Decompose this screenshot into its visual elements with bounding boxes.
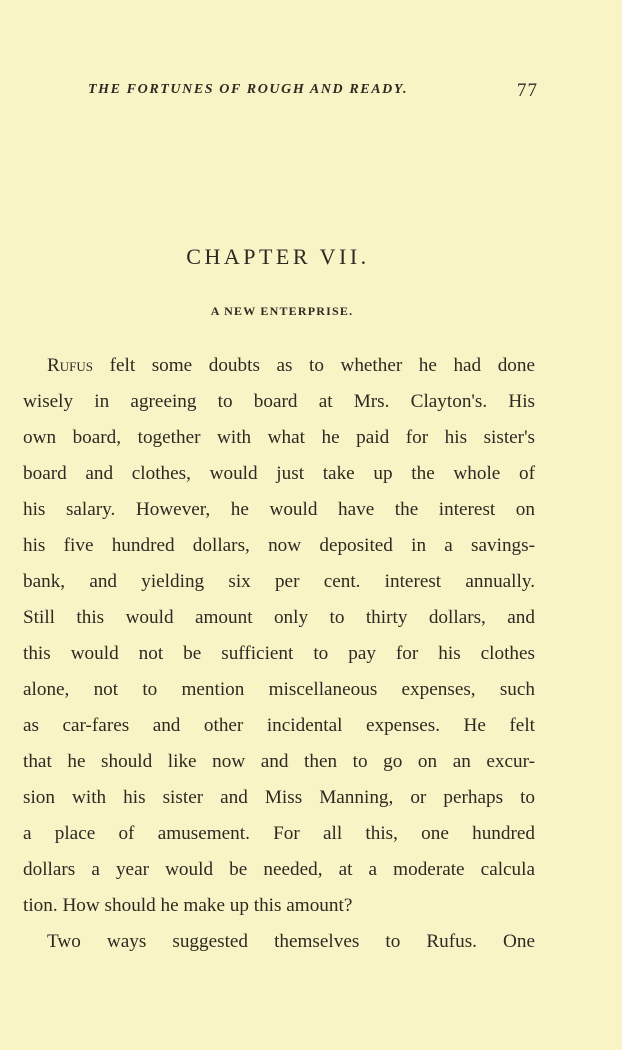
text-line: board and clothes, would just take up the whole of [23,463,535,484]
text-line [23,348,535,384]
lead-word: Rufus [47,355,94,376]
text-line: Two ways suggested themselves to Rufus. One [47,931,535,952]
text-line: a place of amusement. For all this, one hundred [23,823,535,844]
text-line: own board, together with what he paid for his sister's [23,427,535,448]
running-head [88,80,538,104]
text-line-rest: felt some doubts as to whether he had done [93,355,535,376]
chapter-title: CHAPTER VII. [186,244,370,269]
page-number: 77 [517,80,538,101]
text-line: alone, not to mention miscellaneous expenses, such [23,679,535,700]
text-line: Still this would amount only to thirty dollars, and [23,607,535,628]
text-line: this would not be sufficient to pay for his clothes [23,643,535,664]
text-line: his salary. However, he would have the interest on [23,499,535,520]
text-line: wisely in agreeing to board at Mrs. Clayton's. His [23,391,535,412]
chapter-subtitle: A NEW ENTERPRISE. [210,304,354,318]
text-line: as car-fares and other incidental expenses. He felt [23,715,535,736]
running-title: THE FORTUNES OF ROUGH AND READY. [88,82,409,97]
text-line: that he should like now and then to go on an excur- [23,751,535,772]
text-line: tion. How should he make up this amount? [23,895,353,916]
text-line: sion with his sister and Miss Manning, or perhaps to [23,787,535,808]
text-line: bank, and yielding six per cent. interest annually. [23,571,535,592]
text-line: his five hundred dollars, now deposited in a savings- [23,535,535,556]
body-text [23,348,535,960]
text-line: dollars a year would be needed, at a moderate calcula [23,859,535,880]
